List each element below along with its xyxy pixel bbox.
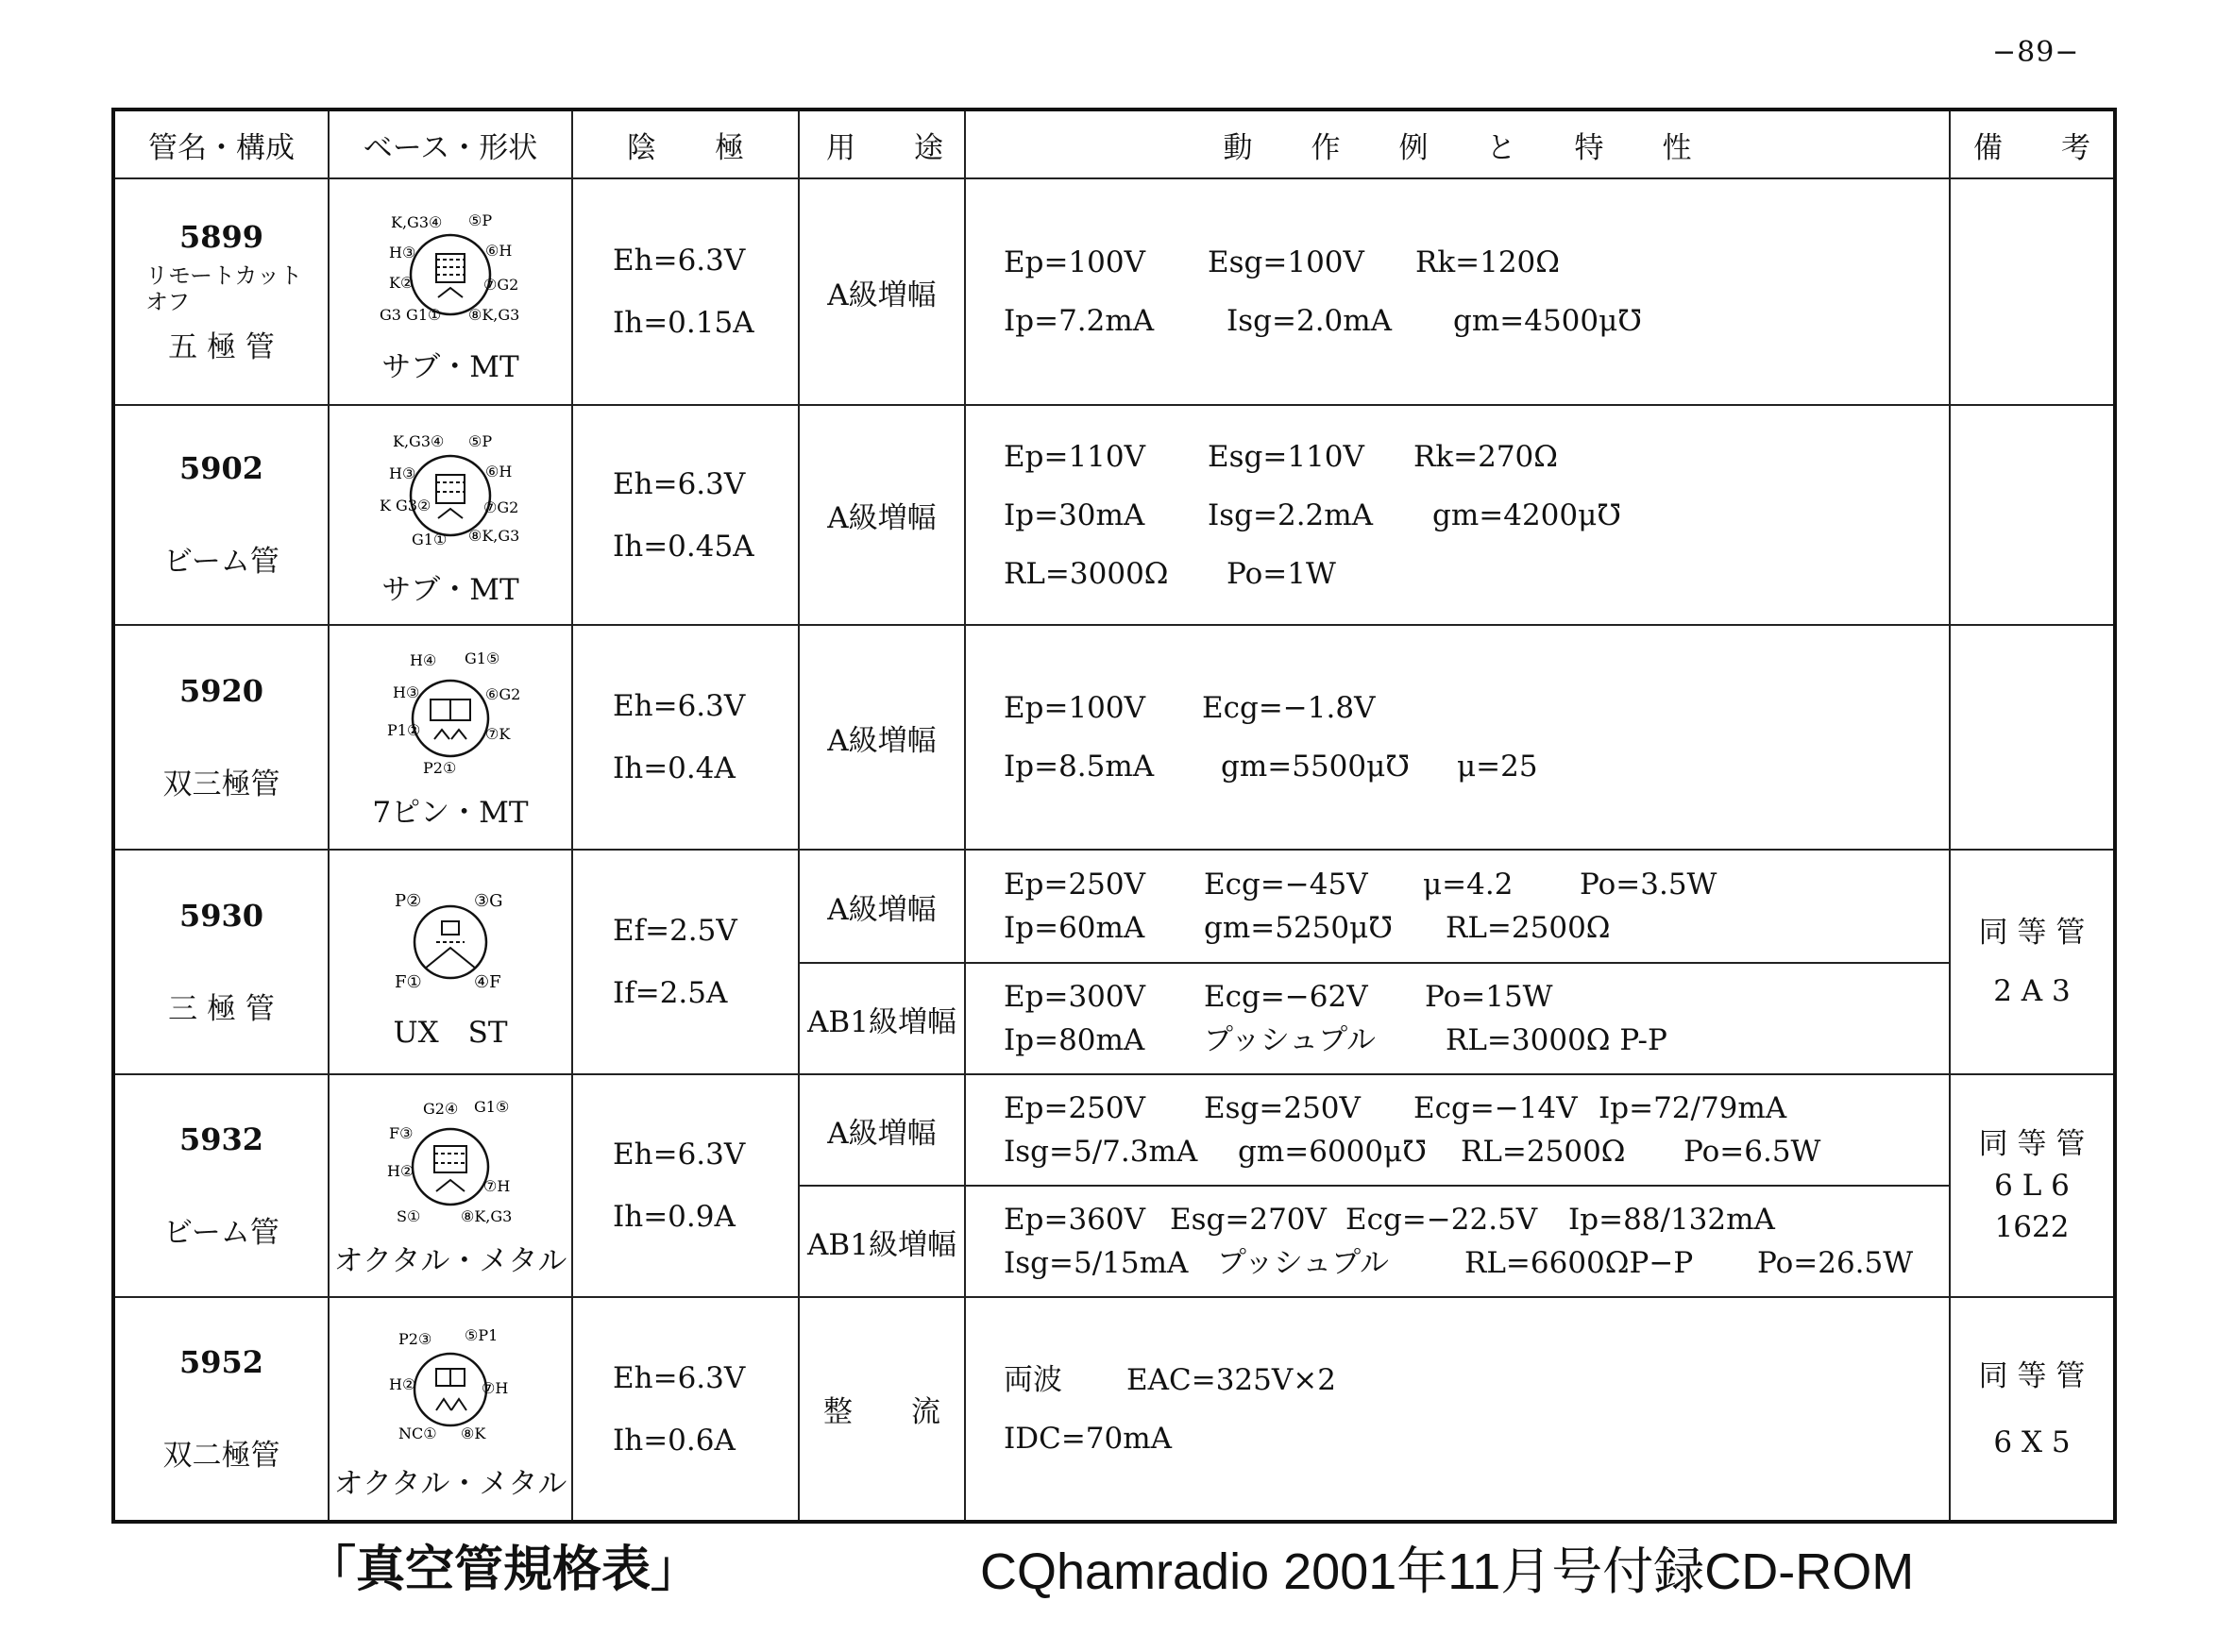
remark-line: 2 A 3 bbox=[1993, 974, 2071, 1008]
svg-text:⑧K: ⑧K bbox=[461, 1424, 486, 1442]
tube-number: 5930 bbox=[178, 897, 264, 934]
spec-value: Po=15W bbox=[1425, 980, 1553, 1014]
use-cell: A級増幅 bbox=[799, 850, 965, 963]
examples-cell bbox=[965, 850, 1950, 963]
examples-cell bbox=[965, 1186, 1950, 1297]
tube-kind: 三 極 管 bbox=[168, 991, 275, 1026]
use-cell: A級増幅 bbox=[799, 1074, 965, 1186]
svg-text:G1⑤: G1⑤ bbox=[465, 649, 500, 667]
tube-name-cell bbox=[113, 625, 329, 850]
spec-value: Ecg=−62V bbox=[1204, 980, 1368, 1014]
heater-voltage: Eh=6.3V bbox=[613, 1138, 746, 1172]
pin-diagram-icon bbox=[370, 645, 531, 786]
spec-value: gm=5500μ℧ bbox=[1221, 750, 1410, 784]
example-line bbox=[1004, 1019, 1949, 1062]
header-remarks: 備 考 bbox=[1950, 110, 2115, 178]
spec-value: Po=1W bbox=[1226, 556, 1336, 591]
spec-value: gm=4200μ℧ bbox=[1432, 497, 1621, 532]
tube-subtype: リモートカット オフ bbox=[145, 261, 303, 315]
spec-value: Ep=300V bbox=[1004, 980, 1146, 1014]
footer-source: CQhamradio 2001年11月号付録CD-ROM bbox=[980, 1543, 1915, 1600]
svg-text:F①: F① bbox=[395, 971, 422, 992]
spec-value: Ip=80mA bbox=[1004, 1023, 1145, 1057]
spec-value: Esg=250V bbox=[1204, 1091, 1361, 1125]
pin-diagram-icon bbox=[370, 874, 531, 1006]
spec-value: Ep=110V bbox=[1004, 439, 1146, 474]
svg-text:H③: H③ bbox=[393, 683, 420, 701]
spec-value: Isg=2.2mA bbox=[1208, 497, 1374, 532]
use-cell: AB1級増幅 bbox=[799, 1186, 965, 1297]
tube-number: 5920 bbox=[178, 672, 264, 709]
svg-text:G2④: G2④ bbox=[423, 1099, 459, 1118]
base-cell bbox=[329, 850, 572, 1074]
spec-value: Ecg=−14V bbox=[1413, 1091, 1578, 1125]
base-name: UX ST bbox=[393, 1015, 508, 1050]
svg-text:NC①: NC① bbox=[398, 1424, 437, 1442]
svg-text:⑧K,G3: ⑧K,G3 bbox=[461, 1206, 513, 1225]
heater-voltage: Eh=6.3V bbox=[613, 244, 746, 278]
spec-value: Isg=2.0mA bbox=[1226, 304, 1393, 338]
svg-text:K,G3④: K,G3④ bbox=[391, 212, 443, 231]
use-cell: AB1級増幅 bbox=[799, 963, 965, 1074]
example-line bbox=[1004, 1198, 1949, 1241]
use-cell: A級増幅 bbox=[799, 178, 965, 405]
svg-text:P②: P② bbox=[395, 890, 422, 911]
examples-cell bbox=[965, 963, 1950, 1074]
spec-value: μ=25 bbox=[1457, 750, 1538, 784]
heater-current: Ih=0.9A bbox=[613, 1200, 736, 1234]
spec-value: プッシュプル bbox=[1217, 1246, 1389, 1280]
table-row bbox=[113, 178, 2115, 405]
spec-value: Esg=270V bbox=[1170, 1203, 1327, 1237]
spec-value: gm=5250μ℧ bbox=[1204, 911, 1393, 945]
spec-value: RL=2500Ω bbox=[1461, 1135, 1626, 1169]
tube-kind: 双二極管 bbox=[162, 1439, 280, 1473]
tube-name-cell bbox=[113, 1297, 329, 1522]
base-cell bbox=[329, 1074, 572, 1297]
filament-current: If=2.5A bbox=[613, 976, 728, 1010]
example-line bbox=[1004, 737, 1949, 796]
example-line bbox=[1004, 428, 1949, 486]
base-name: オクタル・メタル bbox=[333, 1243, 567, 1278]
example-line bbox=[1004, 1087, 1949, 1130]
svg-text:H②: H② bbox=[387, 1161, 414, 1180]
remarks-cell bbox=[1950, 405, 2115, 625]
table-row bbox=[113, 625, 2115, 850]
example-line bbox=[1004, 906, 1949, 950]
example-line bbox=[1004, 679, 1949, 737]
spec-value: RL=6600ΩP−P bbox=[1464, 1246, 1694, 1280]
use-cell: 整 流 bbox=[799, 1297, 965, 1522]
tube-name-cell bbox=[113, 850, 329, 1074]
spec-value: Ep=250V bbox=[1004, 868, 1146, 902]
tube-number: 5902 bbox=[178, 450, 264, 486]
tube-name-cell bbox=[113, 1074, 329, 1297]
svg-text:H②: H② bbox=[389, 1375, 416, 1393]
spec-value: μ=4.2 bbox=[1423, 868, 1514, 902]
table-row bbox=[113, 405, 2115, 625]
example-line bbox=[1004, 486, 1949, 545]
svg-text:G1⑤: G1⑤ bbox=[474, 1097, 510, 1116]
spec-value: Rk=120Ω bbox=[1415, 245, 1560, 279]
spec-value: Ip=8.5mA bbox=[1004, 750, 1155, 784]
svg-text:⑦G2: ⑦G2 bbox=[483, 275, 519, 294]
svg-text:H③: H③ bbox=[389, 464, 416, 482]
remarks-cell bbox=[1950, 850, 2115, 1074]
tube-spec-table bbox=[111, 108, 2117, 1524]
svg-text:F③: F③ bbox=[389, 1123, 414, 1142]
svg-text:⑥G2: ⑥G2 bbox=[485, 684, 521, 703]
spec-value: Ecg=−45V bbox=[1204, 868, 1368, 902]
base-name: サブ・MT bbox=[381, 573, 519, 607]
header-row bbox=[113, 110, 2115, 178]
spec-value: 両波 bbox=[1004, 1362, 1062, 1397]
spec-value: RL=2500Ω bbox=[1446, 911, 1611, 945]
spec-value: Ep=100V bbox=[1004, 245, 1146, 279]
spec-value: Po=6.5W bbox=[1683, 1135, 1821, 1169]
pin-diagram-icon bbox=[370, 422, 531, 564]
cathode-cell bbox=[572, 1297, 799, 1522]
svg-text:⑧K,G3: ⑧K,G3 bbox=[468, 305, 520, 324]
svg-text:K②: K② bbox=[389, 273, 414, 292]
remark-line: 同 等 管 bbox=[1978, 1358, 2086, 1393]
base-cell bbox=[329, 1297, 572, 1522]
spec-value: IDC=70mA bbox=[1004, 1421, 1173, 1456]
spec-value: Rk=270Ω bbox=[1413, 439, 1558, 474]
examples-cell bbox=[965, 178, 1950, 405]
svg-text:⑤P: ⑤P bbox=[468, 211, 493, 229]
tube-kind: ビーム管 bbox=[163, 545, 279, 579]
example-line bbox=[1004, 863, 1949, 906]
example-line bbox=[1004, 975, 1949, 1019]
cathode-cell bbox=[572, 1074, 799, 1297]
heater-voltage: Eh=6.3V bbox=[613, 689, 746, 723]
base-name: オクタル・メタル bbox=[333, 1467, 567, 1501]
svg-text:⑦H: ⑦H bbox=[483, 1176, 511, 1195]
tube-name-cell bbox=[113, 178, 329, 405]
example-line bbox=[1004, 1130, 1949, 1173]
base-cell bbox=[329, 405, 572, 625]
footer-title: 「真空管規格表」 bbox=[307, 1542, 701, 1598]
remark-line: 同 等 管 bbox=[1978, 1127, 2086, 1161]
svg-text:⑥H: ⑥H bbox=[485, 241, 513, 260]
svg-text:G3 G1①: G3 G1① bbox=[380, 305, 442, 324]
spec-value: RL=3000Ω P-P bbox=[1446, 1023, 1667, 1057]
tube-kind: 五 極 管 bbox=[168, 329, 275, 364]
spec-value: Ecg=−22.5V bbox=[1345, 1203, 1538, 1237]
header-use: 用 途 bbox=[799, 110, 965, 178]
base-cell bbox=[329, 178, 572, 405]
spec-value: Isg=5/7.3mA bbox=[1004, 1135, 1198, 1169]
heater-current: Ih=0.45A bbox=[613, 529, 754, 564]
remarks-cell bbox=[1950, 625, 2115, 850]
spec-value: Ip=88/132mA bbox=[1568, 1203, 1775, 1237]
spec-value: Ep=100V bbox=[1004, 691, 1146, 725]
table-row bbox=[113, 1074, 2115, 1186]
tube-name-cell bbox=[113, 405, 329, 625]
page-number: −89− bbox=[1992, 36, 2080, 69]
example-line bbox=[1004, 545, 1949, 603]
remark-line: 6 L 6 bbox=[1994, 1169, 2070, 1203]
heater-current: Ih=0.15A bbox=[613, 306, 754, 340]
example-line bbox=[1004, 233, 1949, 292]
base-name: 7ピン・MT bbox=[372, 795, 529, 830]
svg-text:P2③: P2③ bbox=[398, 1330, 432, 1348]
example-line bbox=[1004, 1351, 1949, 1409]
spec-value: Po=3.5W bbox=[1580, 868, 1717, 902]
use-cell: A級増幅 bbox=[799, 405, 965, 625]
example-line bbox=[1004, 292, 1949, 350]
spec-value: Isg=5/15mA bbox=[1004, 1246, 1189, 1280]
tube-kind: 双三極管 bbox=[162, 767, 280, 801]
tube-number: 5952 bbox=[178, 1344, 264, 1380]
spec-value: Esg=100V bbox=[1208, 245, 1364, 279]
remark-line: 同 等 管 bbox=[1978, 916, 2086, 950]
header-base: ベース・形状 bbox=[329, 110, 572, 178]
header-cathode: 陰 極 bbox=[572, 110, 799, 178]
svg-text:⑥H: ⑥H bbox=[485, 463, 513, 480]
svg-text:H④: H④ bbox=[410, 650, 437, 669]
spec-value: Esg=110V bbox=[1208, 439, 1364, 474]
spec-value: EAC=325V×2 bbox=[1126, 1362, 1336, 1397]
examples-cell bbox=[965, 1297, 1950, 1522]
remark-line: 6 X 5 bbox=[1993, 1424, 2071, 1459]
spec-value: gm=4500μ℧ bbox=[1453, 304, 1642, 338]
spec-value: gm=6000μ℧ bbox=[1238, 1135, 1427, 1169]
svg-text:G1①: G1① bbox=[412, 531, 448, 548]
examples-cell bbox=[965, 625, 1950, 850]
spec-value: Ep=360V bbox=[1004, 1203, 1146, 1237]
spec-value: Po=26.5W bbox=[1757, 1246, 1914, 1280]
svg-text:K,G3④: K,G3④ bbox=[393, 432, 445, 450]
remarks-cell bbox=[1950, 1074, 2115, 1297]
spec-value: プッシュプル bbox=[1204, 1023, 1376, 1057]
cathode-cell bbox=[572, 625, 799, 850]
remark-line: 1622 bbox=[1994, 1210, 2070, 1244]
header-examples: 動 作 例 と 特 性 bbox=[965, 110, 1950, 178]
svg-text:P2①: P2① bbox=[423, 758, 457, 777]
tube-kind: ビーム管 bbox=[163, 1215, 279, 1250]
table-row bbox=[113, 1297, 2115, 1522]
spec-value: Ip=30mA bbox=[1004, 497, 1145, 532]
tube-number: 5899 bbox=[178, 218, 264, 255]
tube-number: 5932 bbox=[178, 1121, 264, 1157]
examples-cell bbox=[965, 1074, 1950, 1186]
base-cell bbox=[329, 625, 572, 850]
cathode-cell bbox=[572, 178, 799, 405]
svg-text:⑦K: ⑦K bbox=[485, 724, 511, 743]
spec-value: Ip=60mA bbox=[1004, 911, 1145, 945]
spec-value: RL=3000Ω bbox=[1004, 556, 1169, 591]
remarks-cell bbox=[1950, 1297, 2115, 1522]
spec-value: Ip=72/79mA bbox=[1599, 1091, 1787, 1125]
remarks-cell bbox=[1950, 178, 2115, 405]
heater-current: Ih=0.6A bbox=[613, 1423, 736, 1458]
header-name: 管名・構成 bbox=[113, 110, 329, 178]
cathode-cell bbox=[572, 850, 799, 1074]
filament-voltage: Ef=2.5V bbox=[613, 914, 737, 948]
svg-text:⑦G2: ⑦G2 bbox=[483, 498, 519, 516]
pin-diagram-icon bbox=[370, 199, 531, 341]
spec-value: Ip=7.2mA bbox=[1004, 304, 1155, 338]
cathode-cell bbox=[572, 405, 799, 625]
example-line bbox=[1004, 1241, 1949, 1285]
svg-text:S①: S① bbox=[397, 1206, 421, 1225]
table-row bbox=[113, 850, 2115, 963]
spec-value: Ep=250V bbox=[1004, 1091, 1146, 1125]
svg-text:K G3②: K G3② bbox=[380, 497, 431, 514]
svg-text:⑤P: ⑤P bbox=[468, 432, 493, 450]
svg-text:H③: H③ bbox=[389, 243, 416, 261]
pin-diagram-icon bbox=[370, 1316, 531, 1458]
svg-text:⑦H: ⑦H bbox=[482, 1379, 509, 1397]
use-cell: A級増幅 bbox=[799, 625, 965, 850]
pin-diagram-icon bbox=[370, 1093, 531, 1235]
heater-current: Ih=0.4A bbox=[613, 751, 736, 785]
svg-text:③G: ③G bbox=[474, 890, 503, 911]
base-name: サブ・MT bbox=[381, 349, 519, 384]
examples-cell bbox=[965, 405, 1950, 625]
svg-text:④F: ④F bbox=[474, 971, 501, 992]
example-line bbox=[1004, 1409, 1949, 1468]
heater-voltage: Eh=6.3V bbox=[613, 1360, 746, 1395]
heater-voltage: Eh=6.3V bbox=[613, 466, 746, 501]
spec-value: Ecg=−1.8V bbox=[1202, 691, 1376, 725]
svg-text:⑧K,G3: ⑧K,G3 bbox=[468, 527, 520, 545]
svg-text:⑤P1: ⑤P1 bbox=[465, 1326, 499, 1344]
svg-text:P1②: P1② bbox=[387, 720, 421, 739]
